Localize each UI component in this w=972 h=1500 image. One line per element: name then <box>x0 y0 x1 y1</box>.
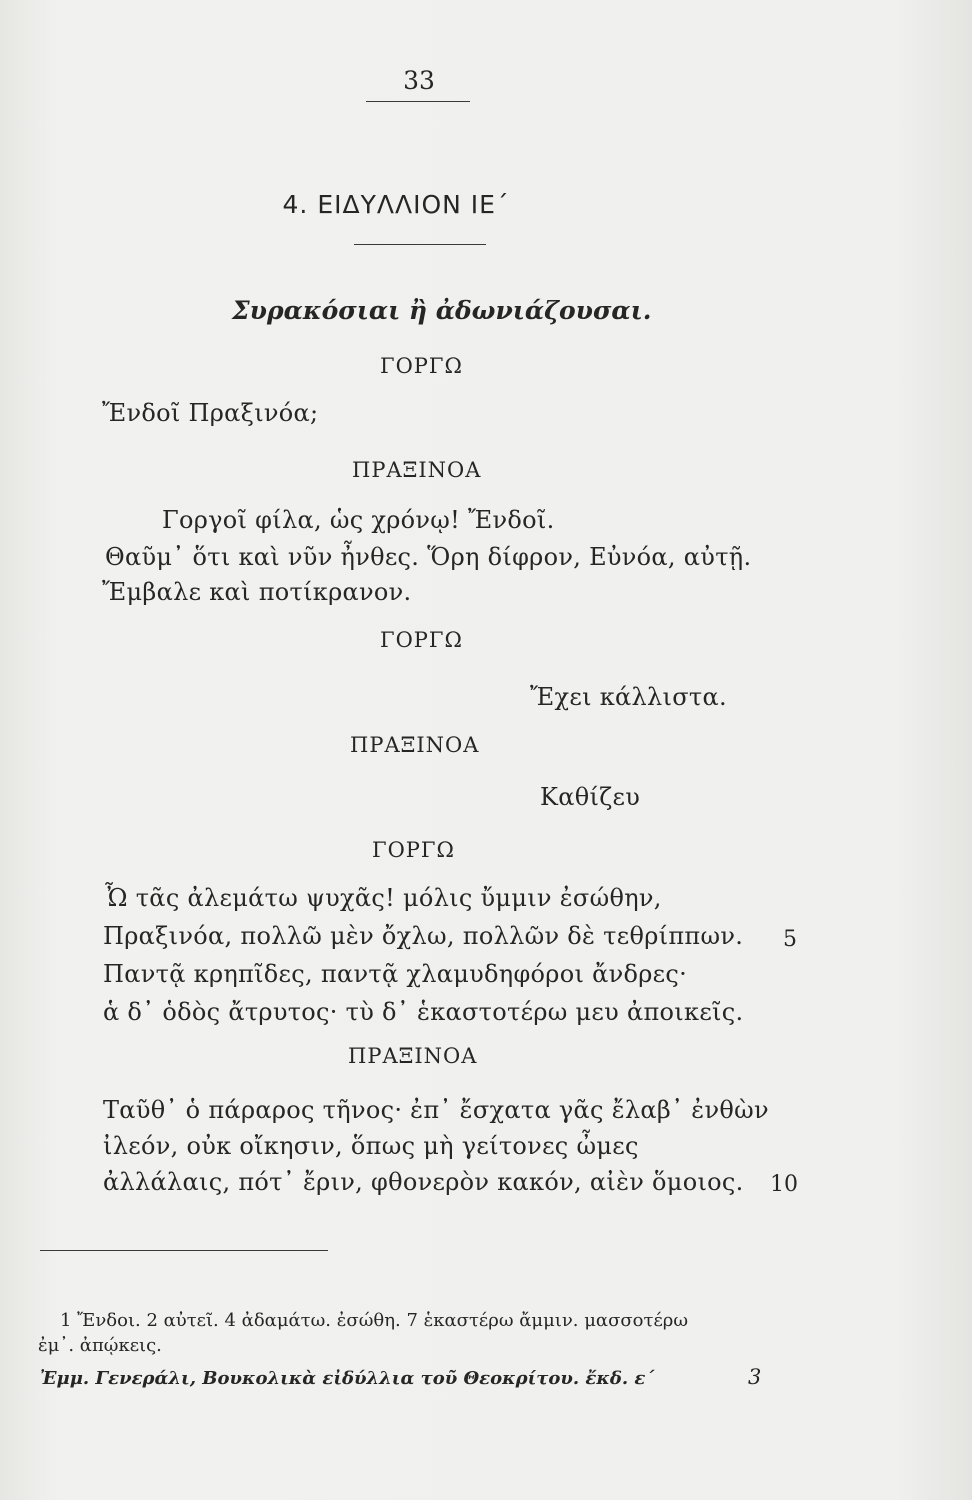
footnote-line-1: 1 Ἔνδοι. 2 αὐτεῖ. 4 ἀδαμάτω. ἐσώθη. 7 ἑκαστέρω ἄμμιν. μασσοτέρω <box>60 1310 689 1331</box>
verse-line-2b: Θαῦμ᾽ ὅτι καὶ νῦν ἦνθες. Ὅρη δίφρον, Εὐνόα, αὐτῇ. <box>105 543 752 571</box>
verse-line-4: Καθίζευ <box>540 783 641 811</box>
verse-line-1: Ἔνδοῖ Πραξινόα; <box>102 399 319 427</box>
page-number-rule <box>366 101 470 102</box>
verse-line-3: Ἔχει κάλλιστα. <box>530 683 727 711</box>
footnote-line-2: ἐμ᾽. ἀπῴκεις. <box>38 1335 162 1356</box>
verse-line-5b: Πραξινόα, πολλῶ μὲν ὄχλω, πολλῶν δὲ τεθρίππων. <box>103 922 744 950</box>
line-number-5: 5 <box>783 927 797 952</box>
verse-line-2c: Ἔμβαλε καὶ ποτίκρανον. <box>102 578 412 606</box>
printer-signature: Ἐμμ. Γενεράλι, Βουκολικὰ εἰδύλλια τοῦ Θεοκρίτου. ἔκδ. ε΄ <box>40 1368 655 1389</box>
line-number-10: 10 <box>770 1172 798 1197</box>
verse-line-5c: Παντᾷ κρηπῖδες, παντᾷ χλαμυδηφόροι ἄνδρες· <box>103 960 688 988</box>
verse-line-6a: Ταῦθ᾽ ὁ πάραρος τῆνος· ἐπ᾽ ἔσχατα γᾶς ἔλαβ᾽ ἐνθὼν <box>103 1096 769 1124</box>
speaker-gorgo-3: ΓΟΡΓΩ <box>372 838 455 862</box>
section-heading: 4. ΕΙΔΥΛΛΙΟΝ ΙΕ΄ <box>282 190 510 219</box>
footnote-rule <box>40 1250 328 1251</box>
speaker-praxinoa-2: ΠΡΑΞΙΝΟΑ <box>350 733 480 757</box>
page-number: 33 <box>403 66 435 95</box>
poem-subtitle: Συρακόσιαι ἢ ἀδωνιάζουσαι. <box>232 296 652 325</box>
speaker-gorgo-1: ΓΟΡΓΩ <box>380 354 463 378</box>
verse-line-5a: Ὦ τᾶς ἀλεμάτω ψυχᾶς! μόλις ὔμμιν ἐσώθην, <box>105 884 662 912</box>
signature-number: 3 <box>748 1365 762 1389</box>
verse-line-6c: ἀλλάλαις, πότ᾽ ἔριν, φθονερὸν κακόν, αἰὲν ὅμοιος. <box>103 1168 744 1196</box>
speaker-praxinoa-3: ΠΡΑΞΙΝΟΑ <box>348 1044 478 1068</box>
speaker-praxinoa-1: ΠΡΑΞΙΝΟΑ <box>352 458 482 482</box>
speaker-gorgo-2: ΓΟΡΓΩ <box>380 628 463 652</box>
verse-line-5d: ἁ δ᾽ ὁδὸς ἄτρυτος· τὺ δ᾽ ἑκαστοτέρω μευ ἀποικεῖς. <box>103 998 744 1026</box>
heading-rule <box>354 244 486 245</box>
verse-line-2a: Γοργοῖ φίλα, ὡς χρόνῳ! Ἔνδοῖ. <box>162 506 555 534</box>
verse-line-6b: ἰλεόν, οὐκ οἴκησιν, ὅπως μὴ γείτονες ὦμες <box>103 1132 639 1160</box>
